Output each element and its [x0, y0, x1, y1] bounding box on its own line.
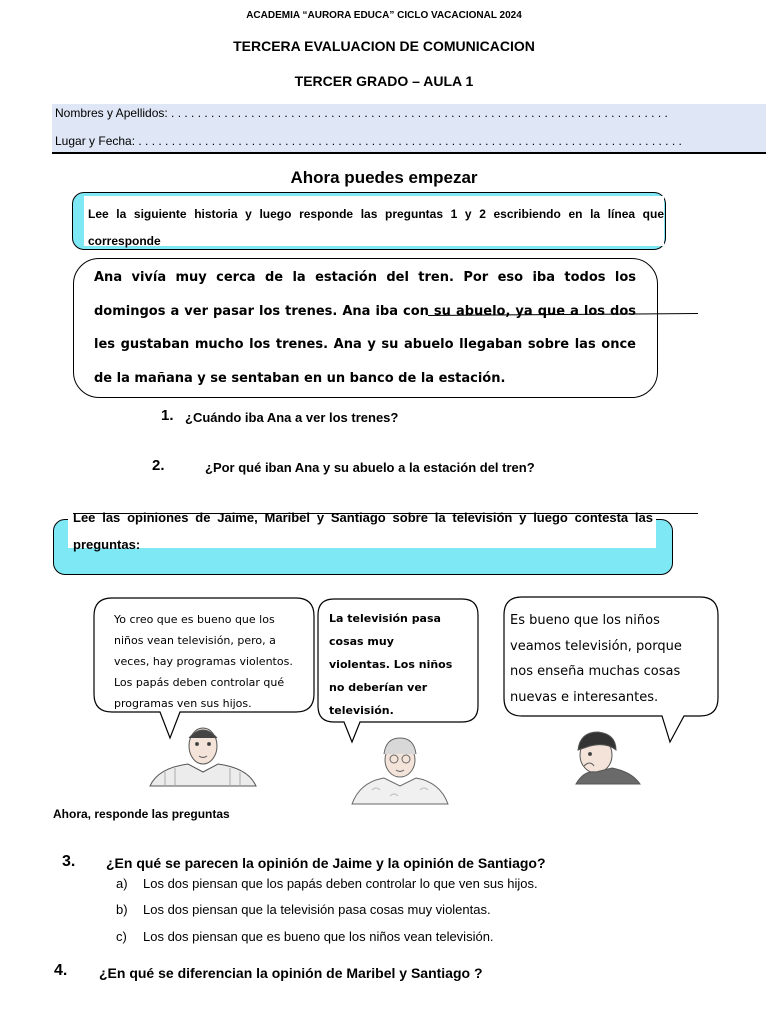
jaime-line-5: programas ven sus hijos.: [114, 697, 252, 710]
academy-header: ACADEMIA “AURORA EDUCA” CICLO VACACIONAL 2024: [246, 10, 522, 21]
story-line-3: les gustaban mucho los trenes. Ana y su abuelo llegaban sobre las once: [94, 337, 636, 352]
question-2-number: 2.: [152, 457, 165, 474]
maribel-line-3: violentas. Los niños: [329, 658, 453, 671]
question-2-text: ¿Por qué iban Ana y su abuelo a la estación del tren?: [205, 460, 535, 475]
option-3b-letter: b): [116, 902, 128, 917]
jaime-illustration: [150, 728, 256, 786]
jaime-line-2: niños vean televisión, pero, a: [114, 634, 276, 647]
story-line-1: Ana vivía muy cerca de la estación del tren. Por eso iba todos los: [94, 270, 636, 285]
story-line-2: domingos a ver pasar los trenes. Ana iba con su abuelo, ya que a los dos: [94, 303, 636, 319]
santiago-line-4: nuevas e interesantes.: [510, 689, 659, 705]
santiago-illustration: [576, 732, 640, 784]
maribel-line-5: televisión.: [329, 704, 394, 717]
question-4-number: 4.: [54, 962, 68, 979]
story-line-4: de la mañana y se sentaban en un banco de la estación.: [94, 370, 506, 386]
maribel-line-4: no deberían ver: [329, 681, 428, 694]
jaime-opinion: [114, 609, 310, 714]
exam-title: TERCERA EVALUACION DE COMUNICACION: [233, 38, 535, 54]
question-4-text: ¿En qué se diferencian la opinión de Maribel y Santiago ?: [99, 965, 483, 981]
option-3b-text[interactable]: Los dos piensan que la televisión pasa cosas muy violentas.: [143, 902, 491, 917]
instruction-text-2: Lee las opiniones de Jaime, Maribel y Santiago sobre la televisión y luego contesta las preguntas:: [73, 510, 653, 552]
maribel-line-1: La televisión pasa: [329, 612, 441, 625]
maribel-illustration: [352, 738, 448, 804]
start-title: Ahora puedes empezar: [290, 168, 478, 187]
option-3a-letter: a): [116, 876, 128, 891]
option-3a-text[interactable]: Los dos piensan que los papás deben controlar lo que ven sus hijos.: [143, 876, 538, 891]
santiago-line-1: Es bueno que los niños: [510, 613, 660, 628]
option-3c-text[interactable]: Los dos piensan que es bueno que los niños vean televisión.: [143, 929, 494, 944]
jaime-line-4: Los papás deben controlar qué: [114, 676, 285, 689]
option-3c-letter: c): [116, 929, 127, 944]
question-3-number: 3.: [62, 853, 76, 870]
question-1-text: ¿Cuándo iba Ana a ver los trenes?: [185, 410, 399, 425]
santiago-opinion: [510, 608, 715, 710]
place-date-field[interactable]: Lugar y Fecha: . . . . . . . . . . . . . . . . . . . . . . . . . . . . . . . . . . . . . . . . . . . . . . . . . . . . . . . . . . . . . . . . . . . . . . . . . . . . . . . . . .: [55, 134, 682, 148]
question-1-number: 1.: [161, 407, 174, 424]
instruction-text-1: Lee la siguiente historia y luego responde las preguntas 1 y 2 escribiendo en la línea que corresponde: [88, 207, 664, 248]
maribel-opinion: [329, 607, 479, 722]
grade-title: TERCER GRADO – AULA 1: [294, 73, 474, 89]
jaime-line-1: Yo creo que es bueno que los: [114, 613, 275, 626]
santiago-line-2: veamos televisión, porque: [510, 638, 682, 654]
name-field[interactable]: Nombres y Apellidos: . . . . . . . . . . . . . . . . . . . . . . . . . . . . . . . . . . . . . . . . . . . . . . . . . . . . . . . . . . . . . . . . . . . . . . . . . . .: [55, 106, 668, 120]
jaime-line-3: veces, hay programas violentos.: [114, 655, 293, 668]
question-3-text: ¿En qué se parecen la opinión de Jaime y la opinión de Santiago?: [106, 855, 546, 871]
answer-intro: Ahora, responde las preguntas: [53, 807, 230, 821]
santiago-line-3: nos enseña muchas cosas: [510, 664, 681, 679]
maribel-line-2: cosas muy: [329, 635, 394, 648]
